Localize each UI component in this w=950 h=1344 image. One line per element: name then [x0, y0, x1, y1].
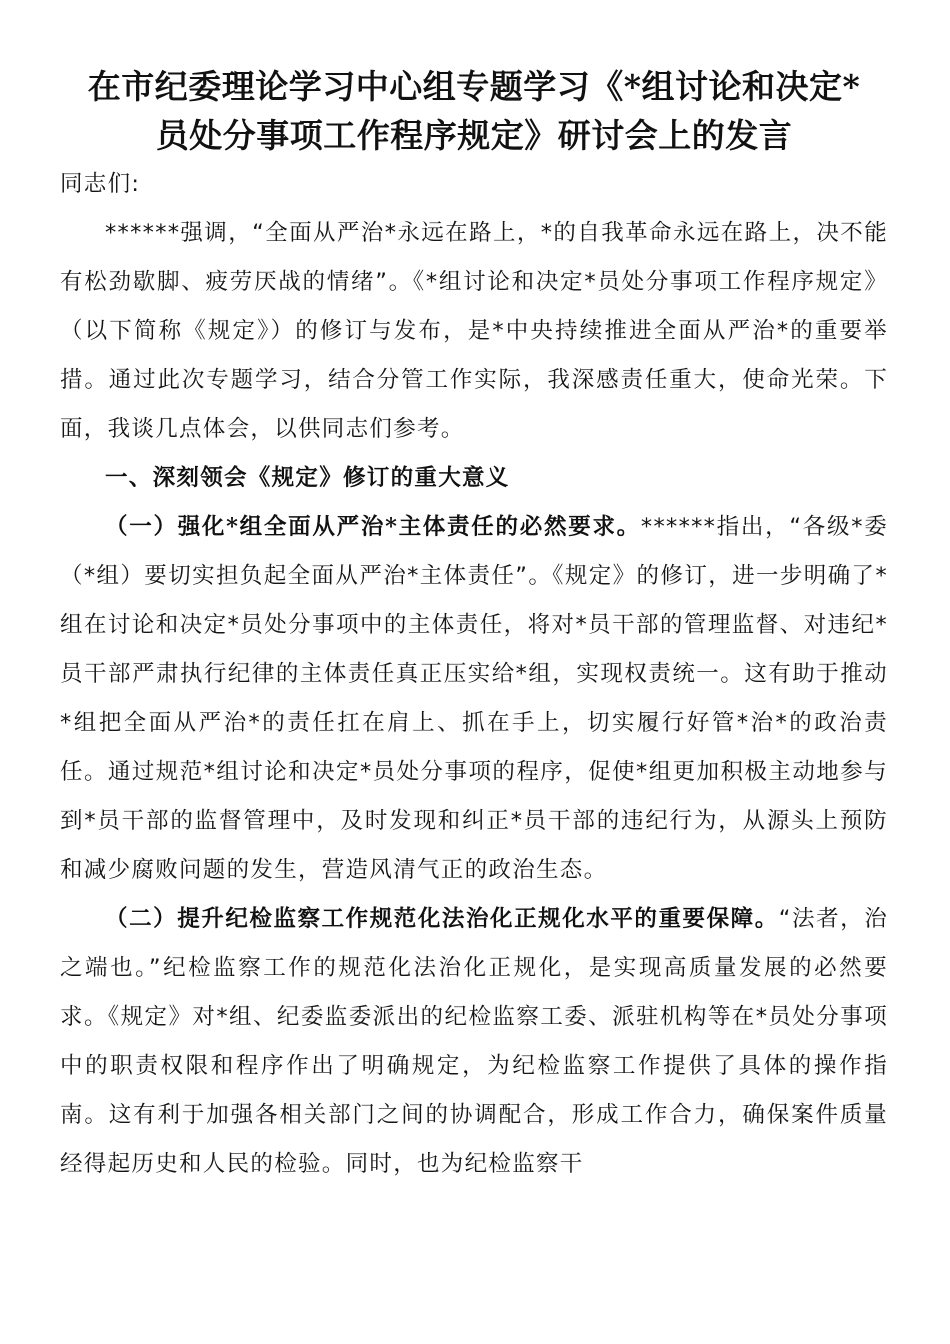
paragraph-1	[60, 503, 888, 895]
document-title	[60, 62, 888, 160]
title-line-2: 员处分事项工作程序规定》研讨会上的发言	[155, 116, 793, 155]
intro-paragraph: ******强调，“全面从严治*永远在路上，*的自我革命永远在路上，决不能有松劲歇脚、疲劳厌战的情绪”。《*组讨论和决定*员处分事项工作程序规定》（以下简称《规定》）的修订与发布，是*中央持续推进全面从严治*的重要举措。通过此次专题学习，结合分管工作实际，我深感责任重大，使命光荣。下面，我谈几点体会，以供同志们参考。	[60, 220, 888, 442]
salutation: 同志们:	[60, 171, 141, 197]
title-line-1: 在市纪委理论学习中心组专题学习《*组讨论和决定*	[87, 67, 861, 106]
paragraph-1-body: ******指出，“各级*委（*组）要切实担负起全面从严治*主体责任”。《规定》的修订，进一步明确了*组在讨论和决定*员处分事项中的主体责任，将对*员干部的管理监督、对违纪*员干部严肃执行纪律的主体责任真正压实给*组，实现权责统一。这有助于推动*组把全面从严治*的责任扛在肩上、抓在手上，切实履行好管*治*的政治责任。通过规范*组讨论和决定*员处分事项的程序，促使*组更加积极主动地参与到*员干部的监督管理中，及时发现和纠正*员干部的违纪行为，从源头上预防和减少腐败问题的发生，营造风清气正的政治生态。	[60, 514, 889, 883]
paragraph-2-body: “法者，治之端也。”纪检监察工作的规范化法治化正规化，是实现高质量发展的必然要求。《规定》对*组、纪委监委派出的纪检监察工委、派驻机构等在*员处分事项中的职责权限和程序作出了明确规定，为纪检监察工作提供了具体的操作指南。这有利于加强各相关部门之间的协调配合，形成工作合力，确保案件质量经得起历史和人民的检验。同时，也为纪检监察干	[60, 906, 888, 1177]
paragraph-1-lead: （一）强化*组全面从严治*主体责任的必然要求。	[105, 514, 641, 540]
section-heading-1: 一、深刻领会《规定》修订的重大意义	[105, 465, 510, 491]
paragraph-2-lead: （二）提升纪检监察工作规范化法治化正规化水平的重要保障。	[105, 906, 779, 932]
paragraph-2	[60, 895, 888, 1189]
